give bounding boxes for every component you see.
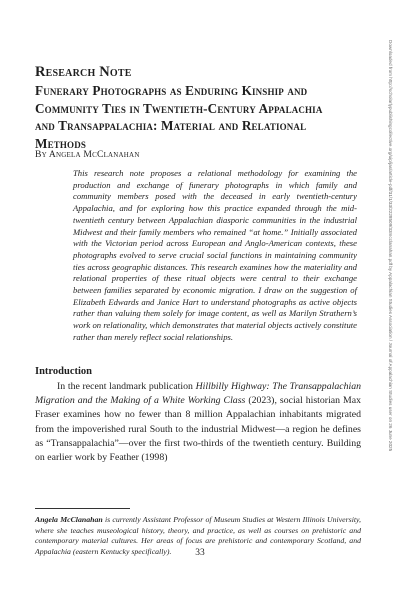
author-byline: By Angela McClanahan	[35, 149, 140, 160]
intro-text-start: In the recent landmark publication	[57, 381, 196, 392]
download-watermark-text: Downloaded from http://scholarlypublishingcollective.org/uip/jas/article-pdf/31/1/33/2228509/33mcclanahan.pdf by Appalachian Studies Association / Journal of Appalachian Studies user on 26 June 2025	[388, 40, 393, 452]
intro-text-end: (2023), social historian Max Fraser examines how no fewer than 8 million Appalachian inhabitants migrated from the impoverished rural South to the industrial Midwest—a region he defines as “Transappalachia”—over the first two-thirds of the twentieth century. Building on earlier work by Feather (1998)	[35, 395, 361, 464]
footnote-divider	[35, 508, 130, 509]
section-heading-introduction: Introduction	[35, 366, 92, 377]
section-label: Research Note	[35, 64, 132, 80]
abstract: This research note proposes a relational methodology for examining the production and exchange of funerary photographs in which family and community members posed with the deceased in early twentieth-century Appalachia, and for exploring how this practice expanded through the mid-twentieth century between Appalachian diasporic communities in the industrial Midwest and their family members who remained “at home.” Initially associated with the Victorian period across European and Anglo-American contexts, these photographs evolved to serve crucial social functions in maintaining community ties across geographic distances. This research examines how the materiality and relational properties of these ritual objects were central to their exchange between families separated by economic migration. I draw on the suggestion of Elizabeth Edwards and Janice Hart to understand photographs as active objects rather than valuing them solely for image content, as well as Marilyn Strathern’s work on relationality, which demonstrates that material objects actively constitute rather than merely reflect social relationships.	[73, 168, 357, 342]
page-number: 33	[195, 548, 205, 558]
introduction-paragraph	[35, 380, 361, 465]
footnote-author-name: Angela McClanahan	[35, 515, 103, 524]
download-watermark	[389, 40, 397, 560]
article-title: Funerary Photographs as Enduring Kinship and Community Ties in Twentieth-Century Appalachia and Transappalachia: Material and Relational Methods	[35, 83, 323, 151]
footnote-bio: is currently Assistant Professor of Museum Studies at Western Illinois University, where she teaches museological history, theory, and practice, as well as courses on prehistoric and contemporary material cultures. Her areas of focus are prehistoric and contemporary Scotland, and Appalachia (eastern Kentucky specifically).	[35, 515, 362, 556]
book-title: Hillbilly Highway: The Transappalachian Migration and the Making of a White Working Class	[35, 381, 361, 407]
